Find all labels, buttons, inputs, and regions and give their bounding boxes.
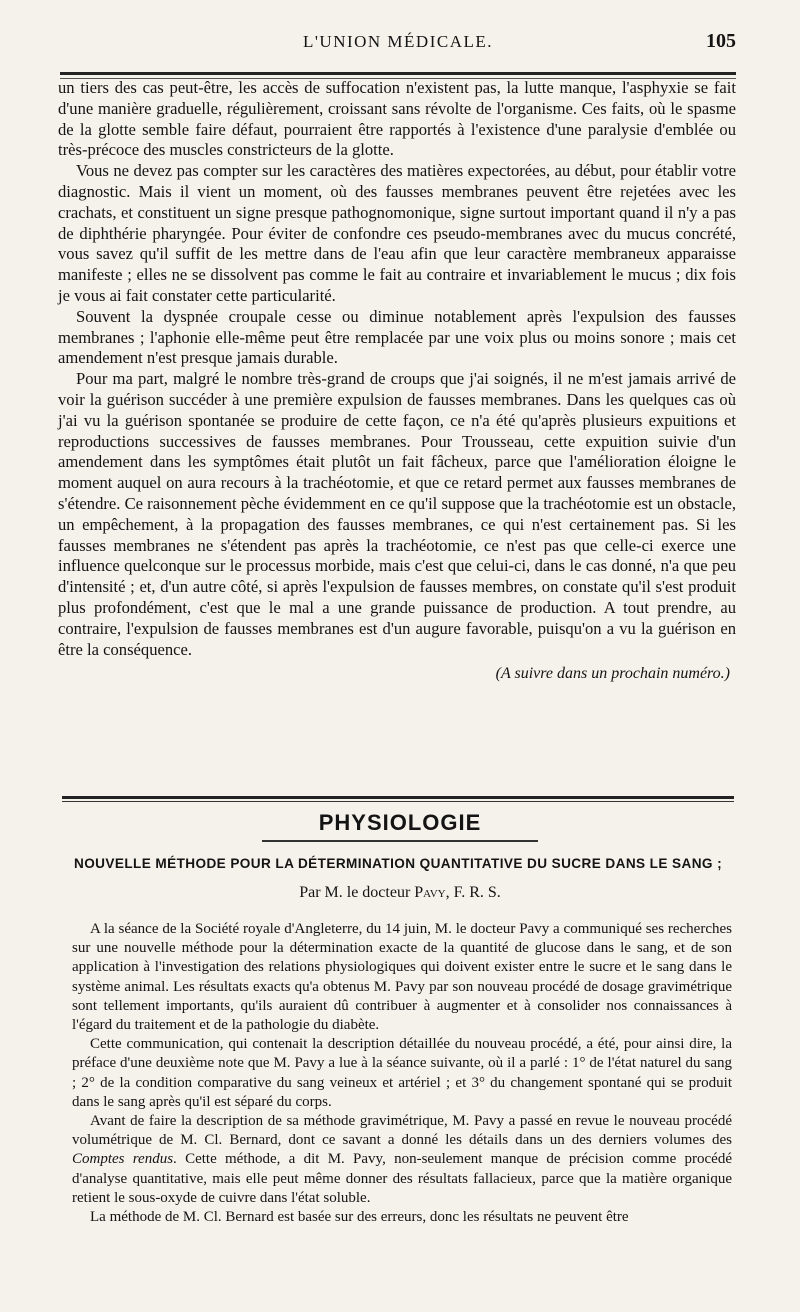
text-run: . Cette méthode, a dit M. Pavy, non-seulement manque de précision comme procédé d'analyse quantitative, mais elle peut même donner des résultats fallacieux, parce que la matière organique retient le sous-oxyde de cuivre dans l'état soluble. bbox=[72, 1151, 732, 1206]
article-title: NOUVELLE MÉTHODE POUR LA DÉTERMINATION QUANTITATIVE DU SUCRE DANS LE SANG ; bbox=[73, 856, 723, 871]
paragraph: Pour ma part, malgré le nombre très-grand de croups que j'ai soignés, il ne m'est jamais arrivé de voir la guérison succéder à une première expulsion de fausses membranes. Dans les quelques cas où j'ai vu la guérison spontanée se produire de cette façon, ce n'a été qu'après plusieurs expuitions et reproductions successives de fausses membranes. Pour Trousseau, cette expuition suivie d'un amendement dans les symptômes était plutôt un fait fâcheux, parce que l'amélioration éloigne le moment auquel on aura recours à la trachéotomie, et que ce retard permet aux fausses membranes de s'étendre. Ce raisonnement pèche évidemment en ce qu'il suppose que la trachéotomie est un obstacle, un empêchement, à la propagation des fausses membranes, ce qui n'est certainement pas. Si les fausses membranes ne s'étendent pas après la trachéotomie, ce n'est pas que celle-ci exerce une influence quelconque sur le processus morbide, mais c'est que celui-ci, dans le cas donné, n'a que peu d'intensité ; et, d'un autre côté, si après l'expulsion de fausses membres, on constate qu'il s'est produit plus profondément, c'est que le mal a une grande puissance de production. A tout prendre, au contraire, l'expulsion de fausses membranes est d'un augure favorable, puisqu'on a vu la guérison en être la conséquence. bbox=[58, 369, 736, 659]
section-title: PHYSIOLOGIE bbox=[318, 810, 482, 835]
section-title-underline bbox=[262, 840, 538, 842]
paragraph: Cette communication, qui contenait la description détaillée du nouveau procédé, a été, pour ainsi dire, la préface d'une deuxième note que M. Pavy a lue à la séance suivante, où il a parlé : 1° de l'état naturel du sang ; 2° de la condition comparative du sang veineux et artériel ; et 3° du changement spontané qui se produit dans le sang après qu'il est séparé du corps. bbox=[72, 1036, 732, 1110]
paragraph: A la séance de la Société royale d'Angleterre, du 14 juin, M. le docteur Pavy a communiqué ses recherches sur une nouvelle méthode pour la détermination exacte de la quantité de glucose dans le sang, et de son application à l'investigation des relations physiologiques qui doivent exister entre le sucre et le sang dans le système animal. Les résultats exacts qu'a obtenus M. Pavy par son nouveau procédé de dosage gravimétrique sont tellement importants, qu'ils auraient dû contribuer à augmenter et à consolider nos connaissances à l'égard du traitement et de la pathologie du diabète. bbox=[72, 921, 732, 1034]
text-run: Avant de faire la description de sa méthode gravimétrique, M. Pavy a passé en revue le nouveau procédé volumétrique de M. Cl. Bernard, dont ce savant a donné les détails dans un des derniers volumes des bbox=[72, 1113, 732, 1149]
paragraph: Souvent la dyspnée croupale cesse ou diminue notablement après l'expulsion des fausses membranes ; l'aphonie elle-même peut être remplacée par une voix plus ou moins sonore ; mais cet amendement n'est presque jamais durable. bbox=[58, 306, 736, 368]
byline-author: Pavy bbox=[414, 884, 446, 901]
continuation-note: (A suivre dans un prochain numéro.) bbox=[495, 665, 730, 683]
paragraph: un tiers des cas peut-être, les accès de suffocation n'existent pas, la lutte manque, l'asphyxie se fait d'une manière graduelle, régulièrement, croissant sans révolte de l'organisme. Ces faits, où le spasme de la glotte semble faire défaut, pourraient être rapportés à l'existence d'une paralysie d'emblée ou très-précoce des muscles constricteurs de la glotte. bbox=[58, 78, 736, 160]
paragraph: La méthode de M. Cl. Bernard est basée sur des erreurs, donc les résultats ne peuvent être bbox=[90, 1209, 629, 1226]
physiology-article-text bbox=[72, 920, 732, 1227]
byline-suffix: , F. R. S. bbox=[445, 884, 501, 901]
running-head: L'UNION MÉDICALE. bbox=[302, 32, 494, 51]
section-divider-thin bbox=[62, 801, 734, 802]
byline-prefix: Par M. le docteur bbox=[299, 884, 415, 901]
upper-article-text bbox=[58, 78, 736, 685]
page-number: 105 bbox=[706, 30, 736, 52]
section-divider bbox=[62, 796, 734, 799]
byline bbox=[0, 884, 800, 902]
paragraph: Vous ne devez pas compter sur les caractères des matières expectorées, au début, pour établir votre diagnostic. Mais il vient un moment, où des fausses membranes peuvent être rejetées avec les crachats, et constituent un signe presque pathognomonique, signe surtout important quand il n'y a pas de diphthérie pharyngée. Pour éviter de confondre ces pseudo-membranes avec du mucus concrété, vous savez qu'il suffit de les mettre dans de l'eau afin que leur caractère membraneux apparaisse manifeste ; elles ne se dissolvent pas comme le fait au contraire et invariablement le mucus ; dix fois je vous ai fait constater cette particularité. bbox=[58, 161, 736, 305]
page-header bbox=[60, 22, 736, 62]
journal-title: Comptes rendus bbox=[72, 1151, 174, 1168]
header-rule bbox=[60, 72, 736, 75]
paragraph bbox=[72, 1112, 732, 1208]
